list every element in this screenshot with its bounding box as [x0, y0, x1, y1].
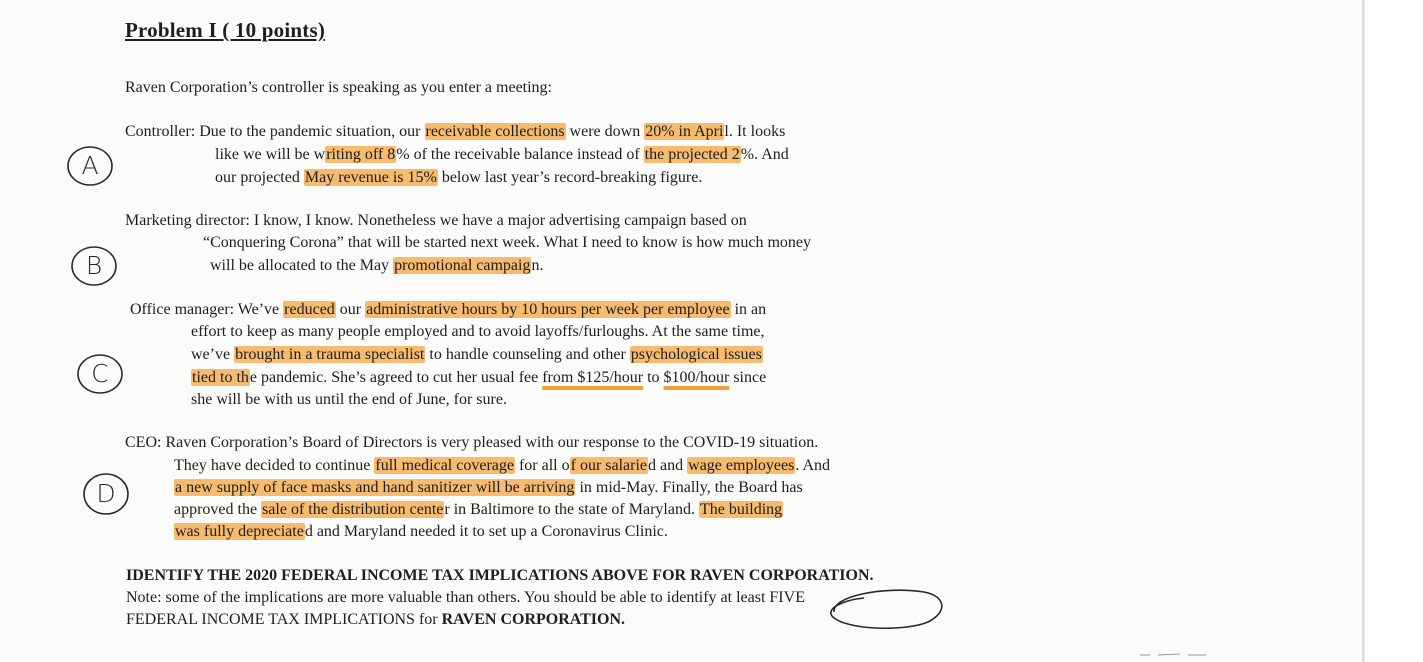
highlight: May revenue is 15%: [304, 169, 437, 186]
intro-text: Raven Corporation’s controller is speaking as you enter a meeting:: [125, 79, 552, 96]
underline-mark: $100/hour: [663, 369, 730, 386]
highlight: receivable collections: [425, 123, 565, 140]
highlight: wage employees: [688, 457, 795, 474]
ceo-line-3: a new supply of face masks and hand sanitizer will be arriving in mid-May. Finally, the Board has: [175, 479, 803, 496]
highlight: 20% in Apri: [645, 123, 724, 140]
highlight: administrative hours by 10 hours per week per employee: [366, 301, 730, 318]
scan-margin: [1365, 0, 1423, 662]
highlight: f our salarie: [570, 457, 648, 474]
controller-line-1: Controller: Due to the pandemic situation, our receivable collections were down 20% in April. It looks: [125, 123, 786, 140]
office-line-2: effort to keep as many people employed and to avoid layoffs/furloughs. At the same time,: [191, 323, 765, 340]
highlight: reduced: [284, 301, 335, 318]
highlight: brought in a trauma specialist: [235, 346, 425, 363]
highlight: a new supply of face masks and hand sanitizer will be arriving: [175, 479, 575, 496]
marketing-line-2: “Conquering Corona” that will be started next week. What I need to know is how much money: [203, 234, 811, 251]
underline-mark: from $125/hour: [542, 369, 644, 386]
circled-marker-a: A: [66, 144, 114, 186]
circled-marker-c: C: [76, 352, 124, 394]
circled-marker-b: B: [70, 244, 118, 286]
marketing-line-1: Marketing director: I know, I know. Nonetheless we have a major advertising campaign based on: [125, 212, 747, 229]
controller-line-3: our projected May revenue is 15% below last year’s record-breaking figure.: [215, 169, 703, 186]
office-line-5: she will be with us until the end of June, for sure.: [191, 391, 507, 408]
highlight: riting off 8: [326, 146, 396, 163]
marketing-line-3: will be allocated to the May promotional campaign.: [210, 257, 544, 274]
ceo-line-5: was fully depreciated and Maryland needed it to set up a Coronavirus Clinic.: [175, 523, 668, 540]
problem-title: Problem I ( 10 points): [125, 18, 326, 42]
highlight: sale of the distribution cente: [262, 501, 444, 518]
highlight: the projected 2: [644, 146, 740, 163]
circled-marker-d: D: [82, 472, 130, 514]
office-line-4: tied to the pandemic. She’s agreed to cut her usual fee from $125/hour to $100/hour since: [192, 369, 767, 386]
instructions-line-3: FEDERAL INCOME TAX IMPLICATIONS for RAVEN CORPORATION.: [126, 611, 626, 628]
highlight: was fully depreciate: [175, 523, 304, 540]
highlight: The building: [699, 501, 783, 518]
controller-line-2: like we will be writing off 8% of the receivable balance instead of the projected 2%. And: [215, 146, 789, 163]
highlight: promotional campaig: [394, 257, 531, 274]
highlight: tied to th: [192, 369, 249, 386]
highlight: full medical coverage: [375, 457, 514, 474]
office-line-3: we’ve brought in a trauma specialist to handle counseling and other psychological issues: [191, 346, 762, 363]
ceo-line-2: They have decided to continue full medical coverage for all of our salaried and wage employees. And: [174, 457, 830, 474]
highlight: psychological issues: [630, 346, 762, 363]
ink-circle-annotation: [824, 582, 948, 632]
ceo-line-4: approved the sale of the distribution center in Baltimore to the state of Maryland. The building: [174, 501, 783, 518]
scan-mark: [1140, 652, 1210, 658]
instructions-heading: IDENTIFY THE 2020 FEDERAL INCOME TAX IMPLICATIONS ABOVE FOR RAVEN CORPORATION.: [126, 567, 874, 584]
ceo-line-1: CEO: Raven Corporation’s Board of Directors is very pleased with our response to the COVID-19 situation.: [125, 434, 819, 451]
office-line-1: Office manager: We’ve reduced our administrative hours by 10 hours per week per employee in an: [130, 301, 767, 318]
instructions-note: Note: some of the implications are more valuable than others. You should be able to identify at least FIVE: [126, 589, 805, 606]
